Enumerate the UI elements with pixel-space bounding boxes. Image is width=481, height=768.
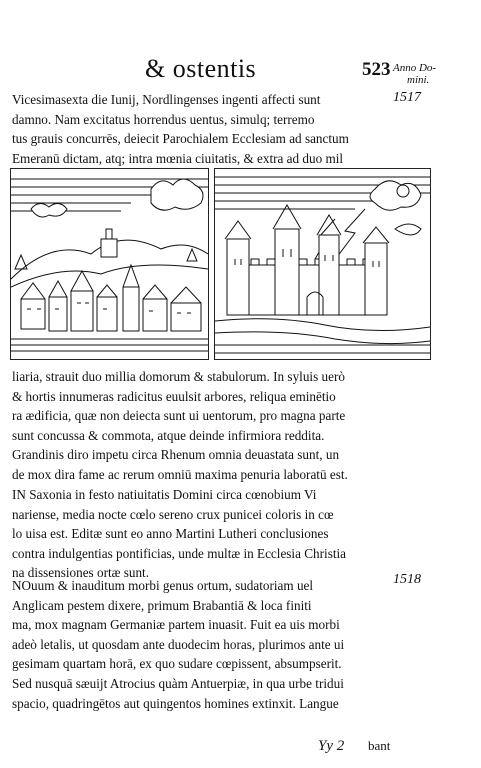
text-line: spacio, quadringētos aut quingentos homines extinxit. Langue bbox=[12, 695, 339, 711]
text-line: Vicesimasexta die Iunij, Nordlingenses ingenti affecti sunt bbox=[12, 92, 321, 107]
paragraph-1-continued bbox=[12, 367, 387, 485]
text-line: lo uisa est. Editæ sunt eo anno Martini Lutheri conclusiones bbox=[12, 526, 329, 542]
text-line: & hortis innumeras radicitus euulsit arbores, reliqua eminētio bbox=[12, 388, 336, 404]
woodcut-storm-castle bbox=[214, 168, 431, 360]
text-line: Anglicam pestem dixere, primum Brabantiā & loca finiti bbox=[12, 597, 312, 613]
text-line: liaria, strauit duo millia domorum & stabulorum. In syluis uerò bbox=[12, 369, 345, 384]
text-line: IN Saxonia in festo natiuitatis Domini circa cœnobium Vi bbox=[12, 487, 317, 502]
margin-note-line-1: Anno Do- bbox=[393, 62, 437, 74]
text-line: adeò letalis, ut quosdam ante duodecim horas, plurimos ante ui bbox=[12, 636, 345, 652]
text-line: nariense, media nocte cœlo sereno crux punicei coloris in cœ bbox=[12, 506, 334, 522]
paragraph-1 bbox=[12, 90, 387, 168]
paragraph-3 bbox=[12, 576, 387, 713]
woodcut-storm-town-image bbox=[11, 169, 208, 359]
text-line: ra ædificia, quæ non deiecta sunt ui uentorum, pro magna parte bbox=[12, 408, 346, 424]
text-line: ma, mox magnam Germaniæ partem inuasit. Fuit ea uis morbi bbox=[12, 617, 340, 633]
text-line: sunt concussa & commota, atque deinde infirmiora reddita. bbox=[12, 427, 325, 443]
text-line: contra indulgentias pontificias, unde multæ in Ecclesia Christia bbox=[12, 545, 347, 561]
margin-year-1518: 1518 bbox=[393, 572, 421, 587]
text-line: NOuum & inauditum morbi genus ortum, sudatoriam uel bbox=[12, 578, 314, 593]
text-line: tus grauis concurrēs, deiecit Parochialem Ecclesiam ad sanctum bbox=[12, 131, 349, 147]
text-line: na dissensiones ortæ sunt. bbox=[12, 565, 150, 581]
text-line: Emeranū dictam, atq; intra mœnia ciuitatis, & extra ad duo mil bbox=[12, 150, 344, 166]
text-line: de mox dira fame ac rerum omniū maxima penuria laboratū est. bbox=[12, 466, 348, 482]
text-line: Grandinis diro impetu circa Rhenum omnia deuastata sunt, un bbox=[12, 447, 340, 463]
page-number: 523 bbox=[362, 59, 391, 80]
signature-mark: Yy 2 bbox=[318, 738, 345, 754]
running-title: & ostentis bbox=[145, 54, 257, 83]
text-line: damno. Nam excitatus horrendus uentus, simulq; terremo bbox=[12, 111, 315, 127]
paragraph-2 bbox=[12, 485, 387, 583]
margin-note-line-2: mini. bbox=[407, 74, 430, 86]
text-line: gesimam quartam horā, ex quo sudare cœpissent, absumpserit. bbox=[12, 656, 342, 672]
margin-year-1517: 1517 bbox=[393, 90, 421, 105]
text-line: Sed nusquā sæuijt Atrocius quàm Antuerpiæ, in qua urbe tridui bbox=[12, 675, 344, 691]
woodcut-storm-town bbox=[10, 168, 209, 360]
woodcut-storm-castle-image bbox=[215, 169, 430, 359]
catchword: bant bbox=[368, 738, 391, 753]
